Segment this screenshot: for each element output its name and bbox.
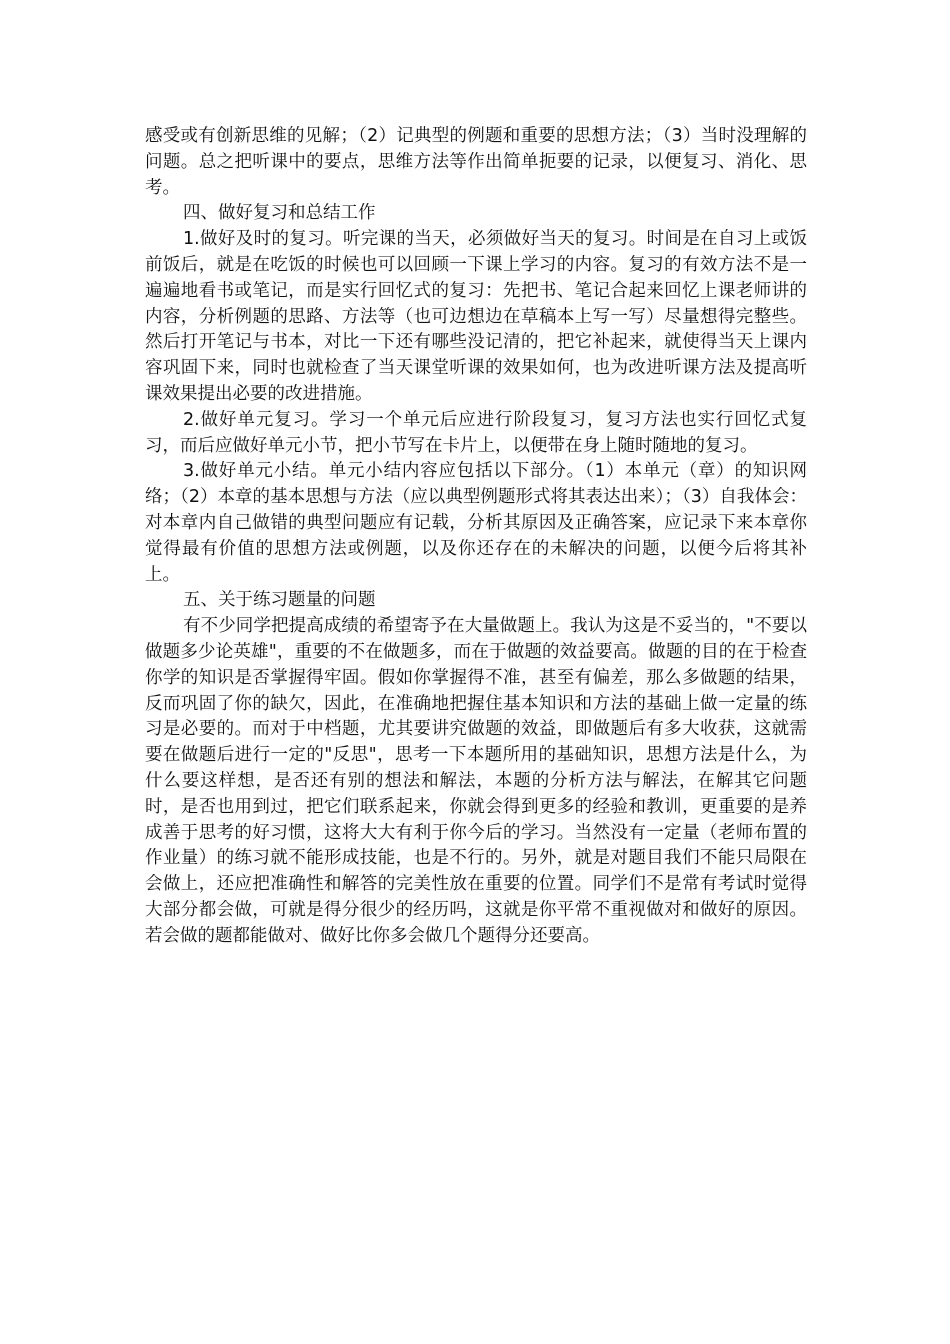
section-heading-practice: 五、关于练习题量的问题 (183, 590, 376, 611)
paragraph-unit-review: 2.做好单元复习。学习一个单元后应进行阶段复习，复习方法也实行回忆式复习，而后应做好单元小节，把小节写在卡片上，以便带在身上随时随地的复习。 (145, 409, 807, 456)
paragraph-practice-quantity: 有不少同学把提高成绩的希望寄予在大量做题上。我认为这是不妥当的，"不要以做题多少论英雄"，重要的不在做题多，而在于做题的效益要高。做题的目的在于检查你学的知识是否掌握得牢固。假如你掌握得不准，甚至有偏差，那么多做题的结果，反而巩固了你的缺欠，因此，在准确地把握住基本知识和方法的基础上做一定量的练习是必要的。而对于中档题，尤其要讲究做题的效益，即做题后有多大收获，这就需要在做题后进行一定的"反思"，思考一下本题所用的基础知识，思想方法是什么，为什么要这样想，是否还有别的想法和解法，本题的分析方法与解法，在解其它问题时，是否也用到过，把它们联系起来，你就会得到更多的经验和教训，更重要的是养成善于思考的好习惯，这将大大有利于你今后的学习。当然没有一定量（老师布置的作业量）的练习就不能形成技能，也是不行的。另外，就是对题目我们不能只局限在会做上，还应把准确性和解答的完美性放在重要的位置。同学们不是常有考试时觉得大部分都会做，可就是得分很少的经历吗，这就是你平常不重视做对和做好的原因。若会做的题都能做对、做好比你多会做几个题得分还要高。 (145, 616, 807, 946)
paragraph-continuation: 感受或有创新思维的见解；（2）记典型的例题和重要的思想方法；（3）当时没理解的问题。总之把听课中的要点，思维方法等作出简单扼要的记录，以便复习、消化、思考。 (145, 126, 807, 198)
paragraph-timely-review: 1.做好及时的复习。听完课的当天，必须做好当天的复习。时间是在自习上或饭前饭后，就是在吃饭的时候也可以回顾一下课上学习的内容。复习的有效方法不是一遍遍地看书或笔记，而是实行回忆式的复习：先把书、笔记合起来回忆上课老师讲的内容，分析例题的思路、方法等（也可边想边在草稿本上写一写）尽量想得完整些。然后打开笔记与书本，对比一下还有哪些没记清的，把它补起来，就使得当天上课内容巩固下来，同时也就检查了当天课堂听课的效果如何，也为改进听课方法及提高听课效果提出必要的改进措施。 (145, 229, 807, 404)
paragraph-unit-summary: 3.做好单元小结。单元小结内容应包括以下部分。（1）本单元（章）的知识网络；（2）本章的基本思想与方法（应以典型例题形式将其表达出来）；（3）自我体会：对本章内自己做错的典型问题应有记载，分析其原因及正确答案，应记录下来本章你觉得最有价值的思想方法或例题，以及你还存在的未解决的问题，以便今后将其补上。 (145, 461, 807, 585)
document-body (145, 124, 807, 950)
section-heading-review: 四、做好复习和总结工作 (183, 203, 376, 224)
